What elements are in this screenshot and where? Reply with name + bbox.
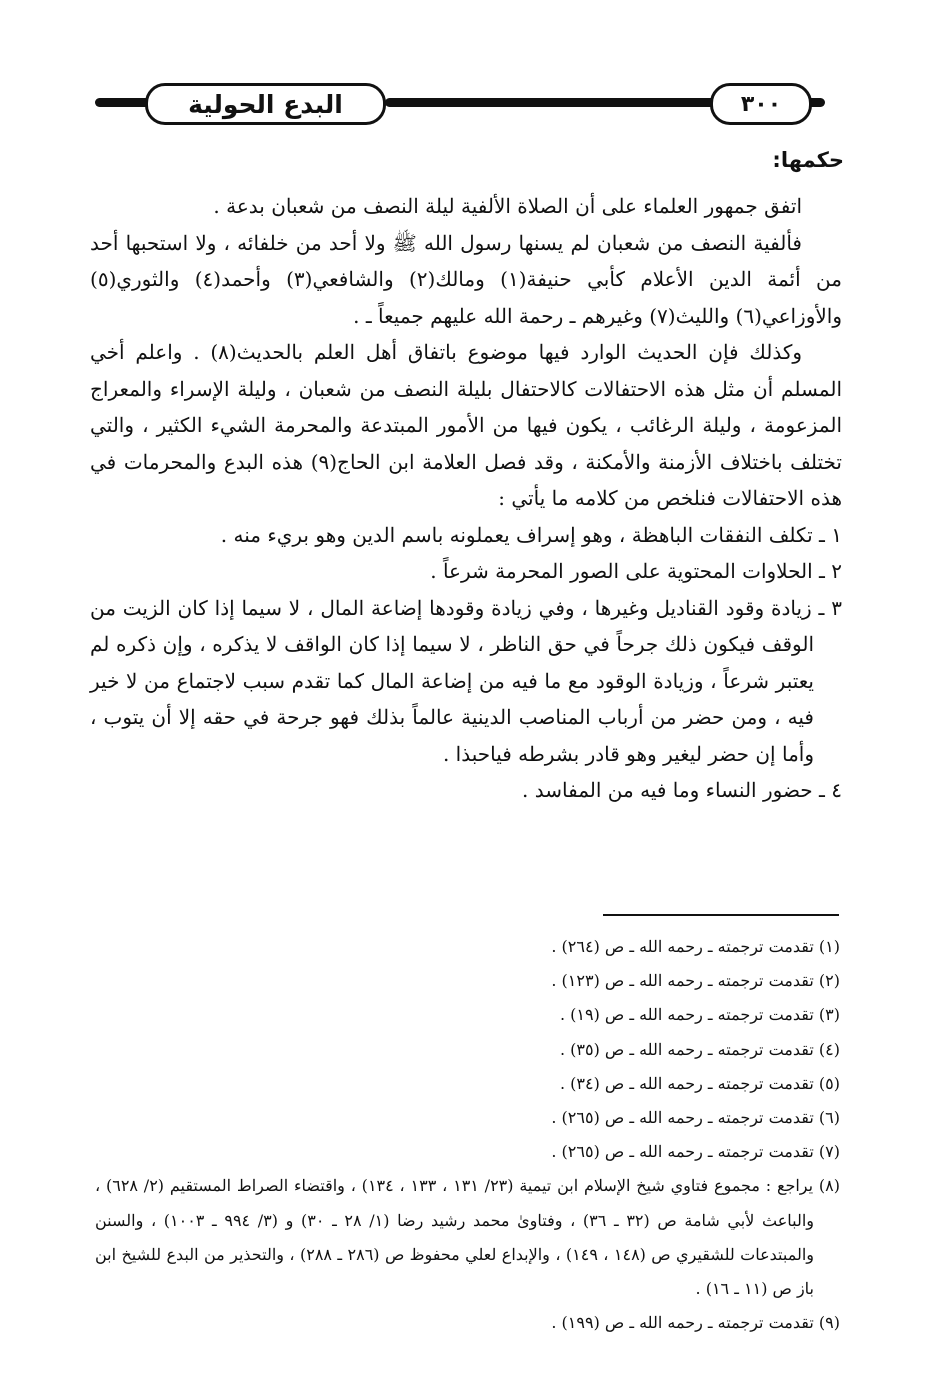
running-title: البدع الحولية (145, 83, 386, 125)
paragraph: وكذلك فإن الحديث الوارد فيها موضوع باتفاق أهل العلم بالحديث(٨) . واعلم أخي المسلم أن مثل هذه الاحتفالات كالاحتفال بليلة النصف من شعبان ، وليلة الإسراء والمعراج المزعومة ، وليلة الرغائب ، يكون فيها من الأمور المبتدعة والمحرمة الشيء الكثير ، والتي تختلف باختلاف الأزمنة والأمكنة ، وقد فصل العلامة ابن الحاج(٩) هذه البدع والمحرمات في هذه الاحتفالات فنلخص من كلامه ما يأتي : (90, 340, 843, 510)
footnote: (٩) تقدمت ترجمته ـ رحمه الله ـ ص (١٩٩) . (551, 1313, 840, 1333)
main-text (90, 188, 842, 809)
list-item: ١ ـ تكلف النفقات الباهظة ، وهو إسراف يعملونه باسم الدين وهو بريء منه . (220, 522, 842, 547)
paragraph: فألفية النصف من شعبان لم يسنها رسول الله ﷺ ولا أحد من خلفائه ، ولا استحبها أحد من أئمة الدين الأعلام كأبي حنيفة(١) ومالك(٢) والشافعي(٣) وأحمد(٤) والثوري(٥) والأوزاعي(٦) والليث(٧) وغيرهم ـ رحمة الله عليهم جميعاً ـ . (90, 230, 842, 328)
paragraph: اتفق جمهور العلماء على أن الصلاة الألفية ليلة النصف من شعبان بدعة . (213, 194, 802, 218)
section-heading: حكمها: (772, 148, 844, 172)
footnote: (٢) تقدمت ترجمته ـ رحمه الله ـ ص (١٢٣) . (551, 971, 840, 991)
list-item: ٣ ـ زيادة وقود القناديل وغيرها ، وفي زيادة وقودها إضاعة المال ، لا سيما إذا كان الزيت من الوقف فيكون ذلك جرحاً في حق الناظر ، لا سيما إذا كان الواقف لا يذكره ، وإن ذكره لم يعتبر شرعاً ، وزيادة الوقود مع ما فيه من إضاعة المال كما تقدم سبب لاجتماع من لا خير فيه ، ومن حضر من أرباب المناصب الدينية عالماً بذلك فهو جرحة في حقه إلا أن يتوب ، وأما إن حضر ليغير وهو قادر بشرطه فياحبذا . (90, 595, 842, 766)
footnote-separator (603, 914, 839, 916)
footnote: (١) تقدمت ترجمته ـ رحمه الله ـ ص (٢٦٤) . (551, 937, 840, 956)
footnote: (٦) تقدمت ترجمته ـ رحمه الله ـ ص (٢٦٥) . (551, 1108, 840, 1128)
list-item: ٢ ـ الحلاوات المحتوية على الصور المحرمة شرعاً . (430, 559, 842, 583)
footnote: (٧) تقدمت ترجمته ـ رحمه الله ـ ص (٢٦٥) . (551, 1142, 840, 1162)
footnote: (٥) تقدمت ترجمته ـ رحمه الله ـ ص (٣٤) . (559, 1073, 840, 1093)
page-header (95, 80, 839, 128)
footnotes (95, 930, 840, 1340)
footnote: (٣) تقدمت ترجمته ـ رحمه الله ـ ص (١٩) . (559, 1005, 840, 1025)
footnote: (٤) تقدمت ترجمته ـ رحمه الله ـ ص (٣٥) . (559, 1039, 840, 1059)
footnote: (٨) يراجع : مجموع فتاوي شيخ الإسلام ابن تيمية (٢٣/ ١٣١ ، ١٣٣ ، ١٣٤) ، واقتضاء الصراط المستقيم (٢/ ٦٢٨) ، والباعث لأبي شامة ص (٣٢ ـ ٣٦) ، وفتاوىٰ محمد رشيد رضا (١/ ٢٨ ـ ٣٠) و (٣/ ٩٩٤ ـ ١٠٠٣) ، والسنن والمبتدعات للشقيري ص (١٤٨ ، ١٤٩) ، والإبداع لعلي محفوظ ص (٢٨٦ ـ ٢٨٨) ، والتحذير من البدع للشيخ ابن باز ص (١١ ـ ١٦) . (95, 1176, 840, 1299)
page-number: ٣٠٠ (710, 83, 812, 125)
list-item: ٤ ـ حضور النساء وما فيه من المفاسد . (522, 778, 842, 802)
